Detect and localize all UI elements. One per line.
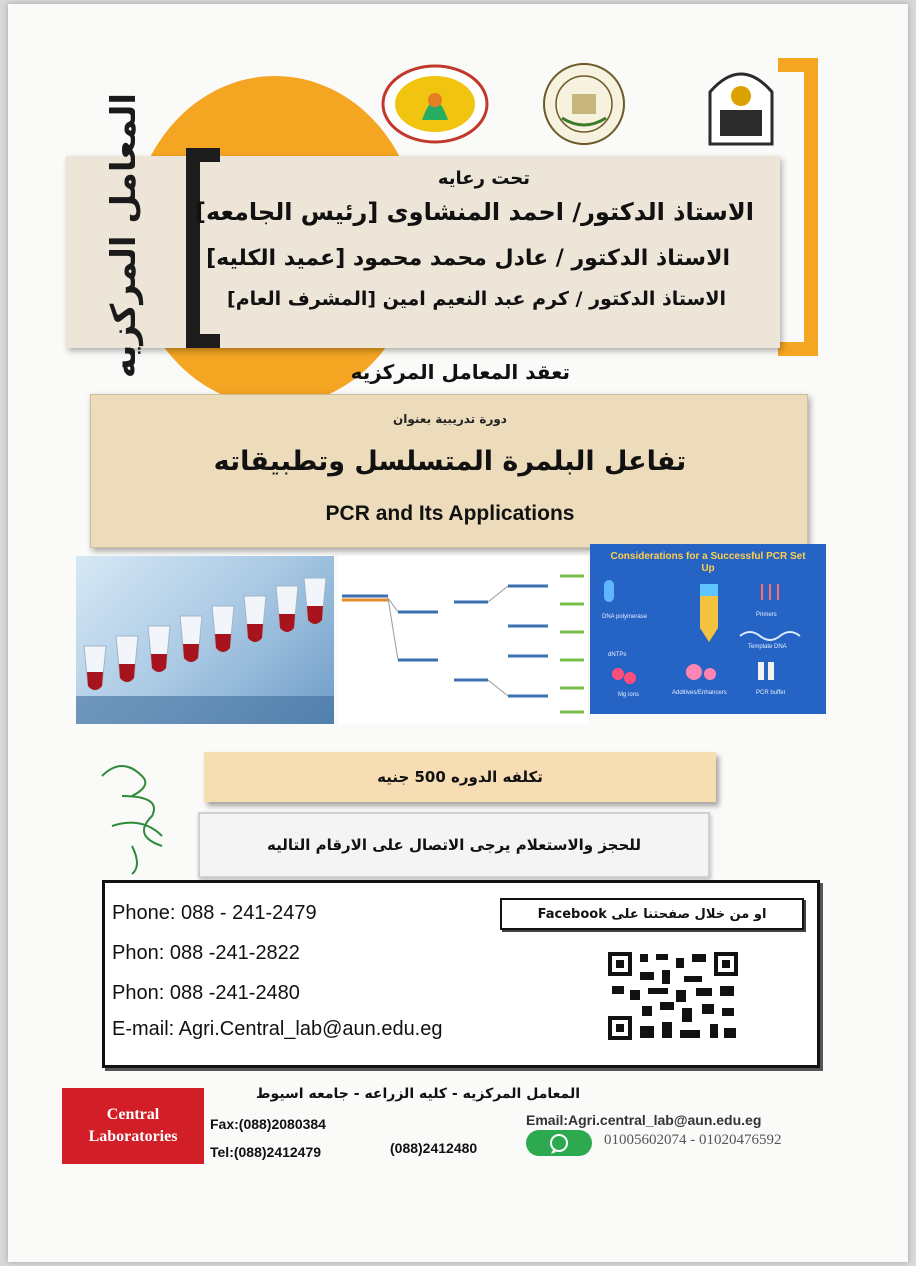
patron-line-1: الاستاذ الدكتور/ احمد المنشاوى [رئيس الجامعه] [194,198,754,226]
pcr-label: PCR buffer [756,690,786,696]
course-title-arabic: تفاعل البلمرة المتسلسل وتطبيقاته [213,446,687,477]
footer-address: المعامل المركزيه - كليه الزراعه - جامعه اسيوط [256,1086,580,1102]
phone-line-3: Phon: 088 -241-2480 [112,982,300,1004]
pcr-label: Additives/Enhancers [672,690,727,696]
pcr-label: Mg ions [618,692,640,698]
email-line: E-mail: Agri.Central_lab@aun.edu.eg [112,1018,443,1040]
patron-line-2: الاستاذ الدكتور / عادل محمد محمود [عميد الكليه] [206,246,730,271]
booking-banner: للحجز والاستعلام يرجى الاتصال على الارقام التاليه [198,812,710,878]
footer-email: Email:Agri.central_lab@aun.edu.eg [526,1112,762,1128]
pcr-label: DNA polymerase [602,614,648,620]
organizer-line: تعقد المعامل المركزيه [350,360,570,384]
vertical-title: المعامل المركزيه [104,93,144,379]
course-label: دورة تدريبية بعنوان [393,412,507,426]
faculty-seal-logo [536,62,632,146]
footer-mobiles: 01005602074 - 01020476592 [604,1132,782,1148]
footer-tel-2: (088)2412480 [390,1140,478,1156]
orange-bracket-decoration [778,58,818,356]
footer-tel: Tel:(088)2412479 [210,1144,322,1160]
patron-line-3: الاستاذ الدكتور / كرم عبد النعيم امين [المشرف العام] [227,288,726,310]
course-title-english: PCR and Its Applications [325,502,575,525]
phone-line-1: Phone: 088 - 241-2479 [112,902,317,924]
pcr-label: Primers [756,612,777,618]
badge-line-2: Laboratories [88,1128,178,1145]
footer-fax: Fax:(088)2080384 [210,1116,326,1132]
pcr-cycle-diagram [338,556,588,724]
agriculture-logo [380,62,490,146]
patron-heading: تحت رعايه [437,168,530,189]
pcr-infographic-title: Considerations for a Successful PCR Set Up [610,551,806,574]
handwritten-signature [92,756,202,876]
pcr-label: dNTPs [608,652,627,658]
facebook-banner: او من خلال صفحتنا على Facebook [500,898,804,930]
course-cost-banner: تكلفه الدوره 500 جنيه [204,752,716,802]
qr-code [606,950,740,1042]
badge-line-1: Central [106,1106,160,1123]
phone-line-2: Phon: 088 -241-2822 [112,942,300,964]
central-laboratories-badge [62,1088,204,1164]
whatsapp-icon [526,1130,592,1156]
university-logo [706,62,776,146]
pcr-tubes-photo [76,556,334,724]
pcr-label: Template DNA [748,644,787,650]
